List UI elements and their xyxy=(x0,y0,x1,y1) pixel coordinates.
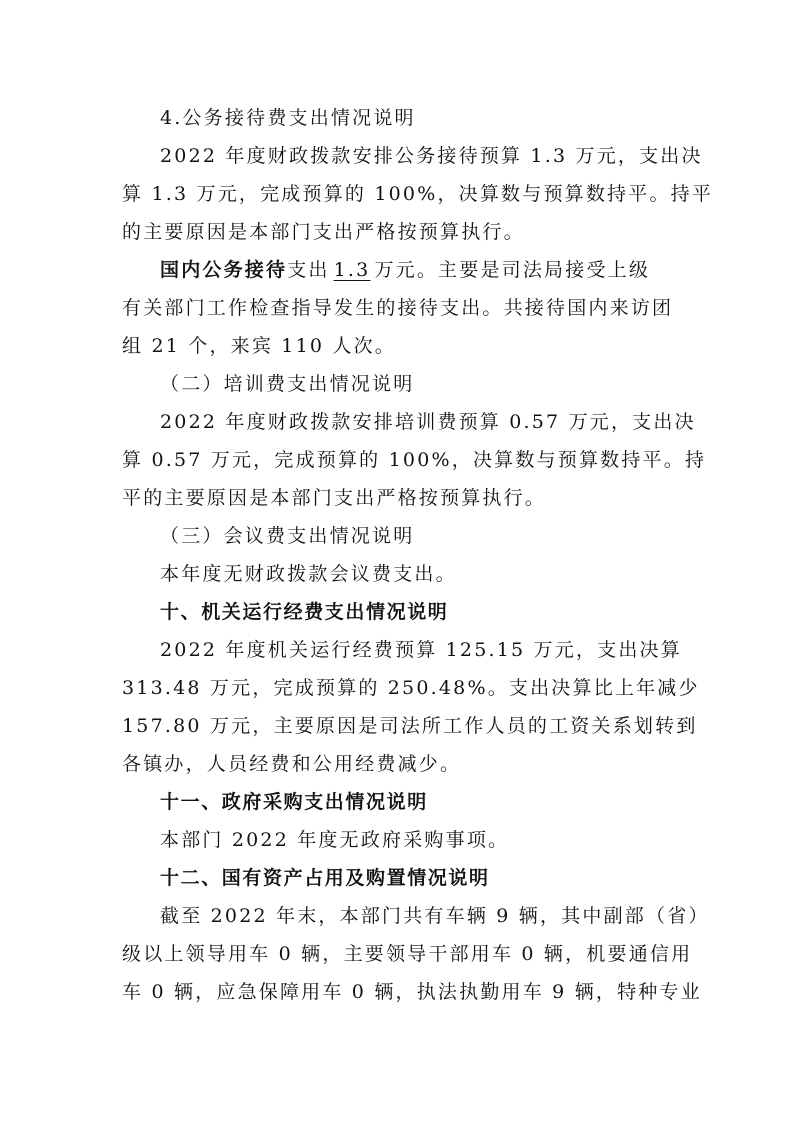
s12-p-line-3: 车 0 辆，应急保障用车 0 辆，执法执勤用车 9 辆，特种专业 xyxy=(122,981,702,1003)
s12-p-line-2: 级以上领导用车 0 辆，主要领导干部用车 0 辆，机要通信用 xyxy=(122,943,693,965)
s4-p1-line-1: 2022 年度财政拨款安排公务接待预算 1.3 万元，支出决 xyxy=(160,145,703,167)
section-2-title: （二）培训费支出情况说明 xyxy=(160,373,415,395)
s11-p: 本部门 2022 年度无政府采购事项。 xyxy=(160,829,510,851)
s3-p: 本年度无财政拨款会议费支出。 xyxy=(160,563,457,585)
s4-p1-line-3: 的主要原因是本部门支出严格按预算执行。 xyxy=(122,221,525,243)
s4-p2-text-a: 支出 xyxy=(287,259,330,281)
s10-p-line-2: 313.48 万元，完成预算的 250.48%。支出决算比上年减少 xyxy=(122,677,700,699)
s10-p-line-4: 各镇办，人员经费和公用经费减少。 xyxy=(122,753,462,775)
s12-p-line-1: 截至 2022 年末，本部门共有车辆 9 辆，其中副部（省） xyxy=(160,905,710,927)
s4-p1-line-2: 算 1.3 万元，完成预算的 100%，决算数与预算数持平。持平 xyxy=(122,183,714,205)
s4-p2-line-1 xyxy=(160,258,650,282)
section-4-title: 4.公务接待费支出情况说明 xyxy=(160,107,416,129)
s10-p-line-3: 157.80 万元，主要原因是司法所工作人员的工资关系划转到 xyxy=(122,715,698,737)
section-12-title: 十二、国有资产占用及购置情况说明 xyxy=(160,867,490,889)
reception-amount: 1.3 xyxy=(333,259,371,281)
domestic-reception-label: 国内公务接待 xyxy=(160,259,288,281)
s4-p2-text-b: 万元。主要是司法局接受上级 xyxy=(374,259,651,281)
s2-p-line-2: 算 0.57 万元，完成预算的 100%，决算数与预算数持平。持 xyxy=(122,449,707,471)
s4-p2-line-2: 有关部门工作检查指导发生的接待支出。共接待国内来访团 xyxy=(122,297,674,319)
s10-p-line-1: 2022 年度机关运行经费预算 125.15 万元，支出决算 xyxy=(160,639,682,661)
section-3-title: （三）会议费支出情况说明 xyxy=(160,525,415,547)
s4-p2-line-3: 组 21 个，来宾 110 人次。 xyxy=(122,335,397,357)
section-10-title: 十、机关运行经费支出情况说明 xyxy=(160,601,449,623)
s2-p-line-3: 平的主要原因是本部门支出严格按预算执行。 xyxy=(122,487,547,509)
s2-p-line-1: 2022 年度财政拨款安排培训费预算 0.57 万元，支出决 xyxy=(160,411,696,433)
section-11-title: 十一、政府采购支出情况说明 xyxy=(160,791,428,813)
